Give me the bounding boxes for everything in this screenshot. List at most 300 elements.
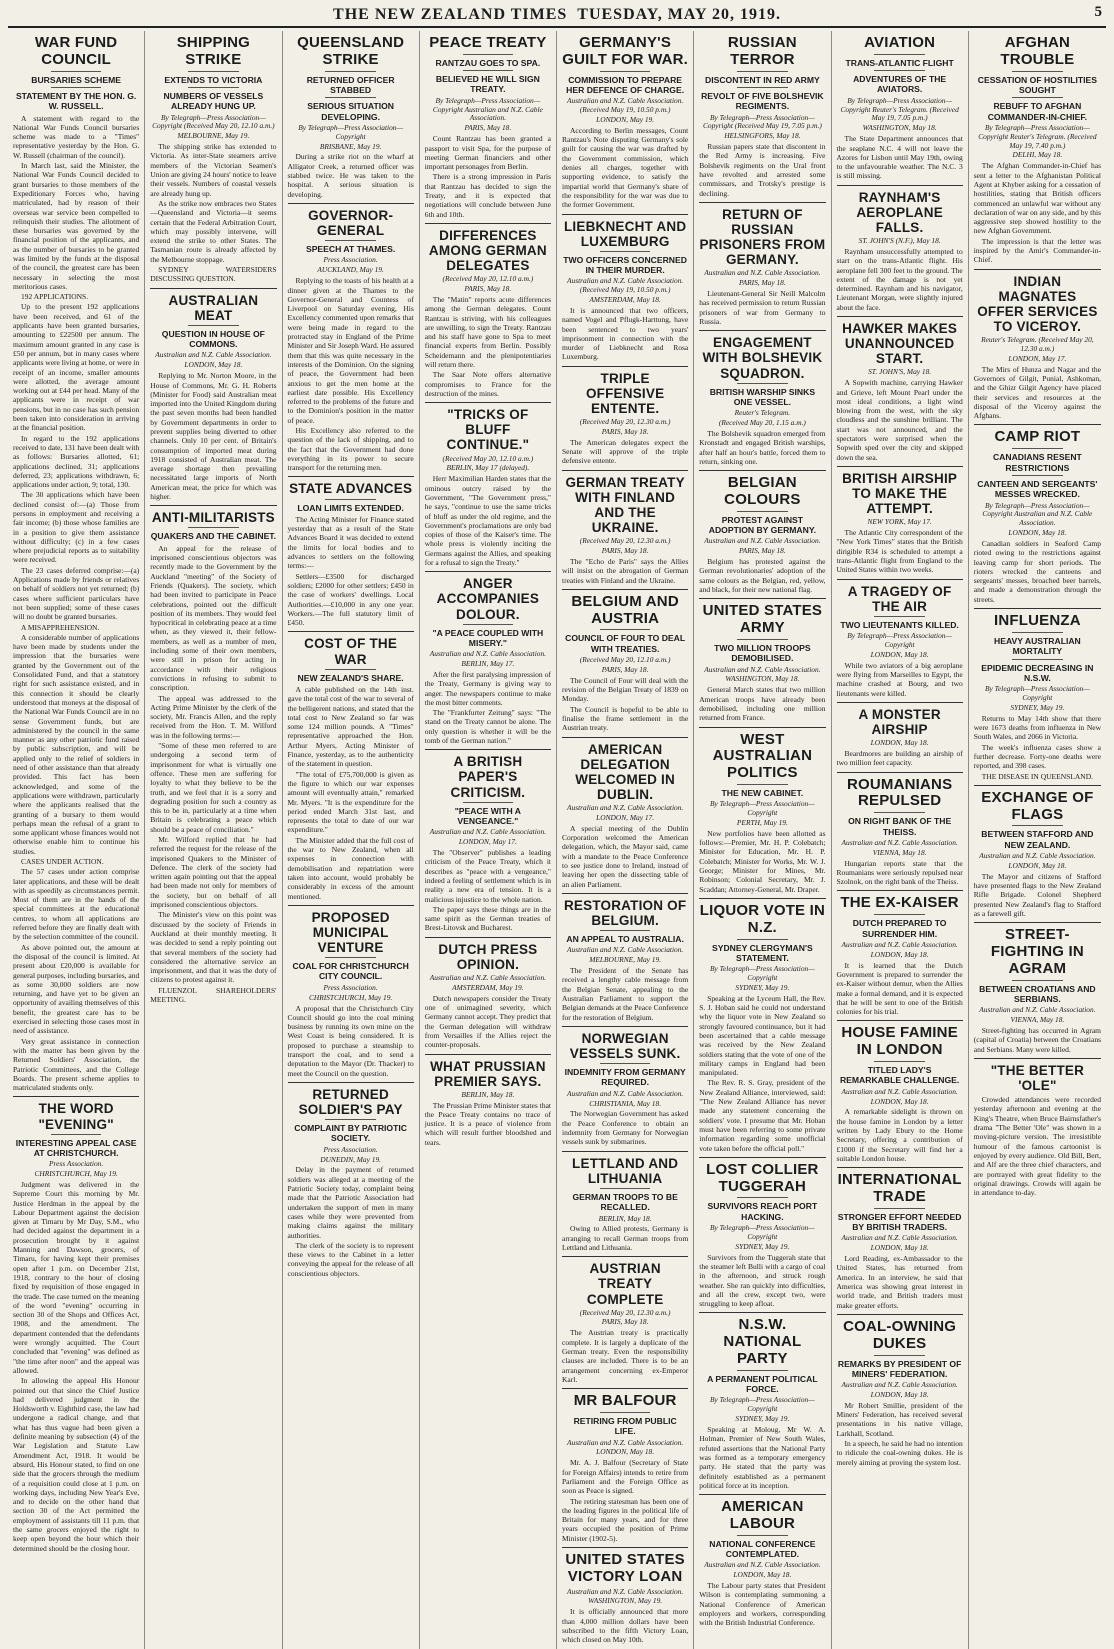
subhead-rule	[737, 939, 788, 940]
article-body	[562, 1607, 688, 1644]
article-subhead: BRITISH WARSHIP SINKS ONE VESSEL.	[709, 386, 816, 407]
article-subhead: RETIRING FROM PUBLIC LIFE.	[573, 1415, 677, 1437]
article-paragraph: A statement with regard to the National War Funds Council bursaries scheme was made to a "Times" representative yesterday by the Hon. G. W. Russell (chairman of the council).	[13, 113, 140, 160]
article-body	[699, 685, 825, 722]
article-byline: Australian and N.Z. Cable Association.	[841, 939, 958, 949]
article-paragraph: The impression is that the letter was inspired by the Amir's Commander-in-Chief.	[973, 236, 1101, 265]
article-headline: LETTLAND AND LITHUANIA	[572, 1155, 679, 1186]
article-byline: By Telegraph—Press Association—Copyright	[984, 684, 1090, 702]
article-headline: WAR FUND COUNCIL	[34, 34, 118, 68]
article	[562, 35, 688, 210]
article-divider	[699, 202, 825, 203]
article-divider	[288, 476, 414, 477]
article-dateline: LONDON, May 18.	[870, 738, 929, 748]
article-headline: UNITED STATES VICTORY LOAN	[565, 1550, 685, 1585]
article-dateline: SYDNEY, May 19.	[735, 982, 790, 992]
article-headline: BRITISH AIRSHIP TO MAKE THE ATTEMPT.	[842, 470, 958, 517]
article-paragraph: After the first paralysing impression of the Treaty, Germany is giving way to anger. The newspapers continue to make the most bitter comments.	[424, 670, 551, 707]
article-byline: Australian and N.Z. Cable Association.	[429, 649, 547, 659]
article-paragraph: FLUENZOL SHAREHOLDERS' MEETING.	[150, 985, 277, 1005]
article-dateline: BERLIN, May 17 (delayed).	[446, 463, 530, 473]
subhead-rule	[874, 70, 925, 71]
article-byline: Australian and N.Z. Cable Association.	[841, 1233, 958, 1243]
article-headline: LIQUOR VOTE IN N.Z.	[699, 901, 826, 936]
article-paragraph: It is officially announced that more than 4,000 million dollars have been subscribed to the fifth Victory Loan, which closed on May 10th.	[562, 1607, 689, 1645]
subhead-rule	[325, 97, 376, 98]
article-dateline: LONDON, May 19.	[596, 114, 655, 124]
article-paragraph: Crowded attendances were recorded yesterday afternoon and evening at the King's Theatre, when Bruce Bairnsfather's drama "The Better 'Ole" was shown in a moving-picture version. The irresistible humour of the famous cartoonist is enjoyed by every audience. Old Bill, Bert, and Alf are the three chief characters, and are portrayed with great fidelity to the original drawings. Crowds will again be in attendance to-day.	[973, 1095, 1101, 1198]
article-headline: STREET-FIGHTING IN AGRAM	[990, 926, 1084, 977]
page-number: 5	[1094, 4, 1102, 20]
article-body	[288, 685, 414, 901]
subhead-rule	[463, 802, 514, 803]
article-subhead: TRANS-ATLANTIC FLIGHT	[845, 57, 954, 68]
article-paragraph: The Prussian Prime Minister states that the Peace Treaty contains no trace of justice. It is a peace of violence from which will result further bloodshed and tears.	[424, 1100, 551, 1147]
article-body	[562, 676, 688, 733]
article-divider	[562, 737, 688, 738]
article-divider	[974, 922, 1101, 923]
article-divider	[837, 772, 963, 773]
article-dateline: PERTH, May 19.	[736, 817, 788, 827]
article-paragraph: Lieutenant-General Sir Neill Malcolm has received permission to return Russian prisoners of war from Germany to Russia.	[699, 289, 826, 327]
article-body	[974, 539, 1101, 604]
columns	[8, 31, 1106, 1645]
article-body	[837, 378, 963, 462]
article	[562, 1388, 688, 1543]
article-byline: Australian and N.Z. Cable Association.	[704, 664, 821, 674]
article-divider	[150, 288, 276, 289]
article-dateline: PARIS, May 18.	[601, 546, 649, 556]
subhead-rule	[874, 1355, 925, 1356]
article-byline: By Telegraph—Press Association—Copyright Australian and N.Z. Cable Association.	[982, 500, 1093, 528]
article-dateline: PARIS, May 18.	[464, 284, 512, 294]
article-dateline: LONDON, May 17.	[596, 812, 655, 822]
article-paragraph: It is announced that two officers, named Vogel and Pflugk-Harttung, have been sentenced to two years' imprisonment in connection with the murder of Liebknecht and Rosa Luxemburg.	[562, 305, 689, 362]
article-byline: By Telegraph—Press Association—Copyright	[847, 631, 953, 649]
article	[699, 202, 825, 326]
article-dateline: PARIS, May 18.	[601, 1317, 649, 1327]
article	[974, 424, 1101, 604]
article-paragraph: The Mirs of Hunza and Nagar and the Governors of Gilgit, Punial, Ashkoman, and the Ghizr Gilgit Agency have placed their services and resources at the disposal of the Viceroy against the Afghans.	[973, 364, 1101, 421]
subhead-rule	[51, 71, 102, 72]
article	[837, 466, 963, 575]
article-byline: (Received May 20, 12.10 a.m.)	[579, 655, 671, 665]
article-divider	[699, 1494, 825, 1495]
article-body	[425, 670, 551, 745]
column-7	[832, 31, 969, 1649]
subhead-rule	[1012, 825, 1063, 826]
article-body	[288, 1004, 414, 1078]
subhead-rule	[463, 70, 514, 71]
article-byline: Australian and N.Z. Cable Association.	[841, 837, 958, 847]
article-byline: Australian and N.Z. Cable Association.	[979, 1005, 1096, 1015]
article-byline: Australian and N.Z. Cable Association.	[841, 1086, 958, 1096]
article	[288, 476, 414, 627]
article-divider	[837, 316, 963, 317]
subhead-rule	[737, 1535, 788, 1536]
article-headline: HOUSE FAMINE IN LONDON	[841, 1024, 958, 1059]
article-divider	[13, 1096, 139, 1097]
article-paragraph: As the strike now embraces two States—Queensland and Victoria—it seems certain that the Federal Arbitration Court, which may possibly intervene, will extend the strike to other States. The Tasmanian route is already affected by the Melbourne stoppage.	[150, 198, 277, 264]
article	[837, 1167, 963, 1310]
article-byline: Australian and N.Z. Cable Association.	[704, 268, 821, 278]
article-paragraph: The 30 applications which have been declined consist of:—(a) Those from persons in employment and receiving a fair income; (b) those whose families are in a position to give them assistance without difficulty; (c) in a few cases where prejudicial reports as to suitability were received.	[13, 490, 140, 565]
article	[837, 702, 963, 768]
article-subhead: BELIEVED HE WILL SIGN TREATY.	[435, 74, 540, 95]
article	[562, 893, 688, 1022]
article-byline: (Received May 20, 12.30 a.m.)	[579, 417, 671, 427]
article-divider	[699, 330, 825, 331]
subhead-rule	[600, 1412, 651, 1413]
masthead-date: TUESDAY, MAY 20, 1919.	[577, 6, 781, 23]
article-body	[288, 152, 414, 198]
article	[699, 898, 825, 1153]
article-headline: GERMAN TREATY WITH FINLAND AND THE UKRAINE.	[565, 474, 685, 536]
article-headline: UNITED STATES ARMY	[702, 602, 823, 637]
article-dateline: CHRISTCHURCH, May 19.	[34, 1169, 118, 1179]
article-paragraph: The State Department announces that the seaplane N.C. 4 will not leave the Azores for Lisbon until May 19th, owing to the unfavourable weather. The N.C. 3 is still missing.	[836, 134, 963, 181]
article-paragraph: The Norwegian Government has asked the Peace Conference to obtain an indemnity from Germany for Norwegian vessels sunk by submarines.	[562, 1109, 689, 1147]
article-body	[974, 365, 1101, 421]
article-subhead: STATEMENT BY THE HON. G. W. RUSSELL.	[15, 90, 137, 112]
article-headline: ENGAGEMENT WITH BOLSHEVIK SQUADRON.	[702, 335, 823, 381]
article-headline: INFLUENZA	[993, 612, 1081, 630]
article-divider	[288, 631, 414, 632]
article-paragraph: An appeal for the release of imprisoned conscientious objectors was recently made to the Government by the Auckland "meeting" of the Society of Friends (Quakers). The society, which had been invited to participate in Peace celebrations, pointed out the difficult position of its members. They would feel hypocritical in celebrating peace at a time when, as they viewed it, their fellow-members, as well as a number of men, including some of their own members, were still in prison for acting in accordance with their religious convictions in refusing to submit to conscription.	[150, 543, 277, 693]
article-headline: GERMANY'S GUILT FOR WAR.	[562, 34, 689, 68]
article-headline: THE WORD "EVENING"	[38, 1101, 114, 1132]
article	[699, 598, 825, 722]
article	[150, 505, 276, 1004]
article-paragraph: The Council of Four will deal with the revision of the Belgian Treaty of 1839 on Monday.	[562, 675, 689, 704]
article-paragraph: As above pointed out, the amount at the disposal of the council is limited. At present about £20,000 is available for general purposes, including bursaries, and as some 30,000 soldiers are now returning, and have yet to be given an opportunity of availing themselves of this benefit, the greatest care has to be exercised in selecting those cases most in need of assistance.	[13, 942, 140, 1036]
subhead-rule	[325, 1119, 376, 1120]
article-body	[288, 1165, 414, 1278]
article-headline: AUSTRIAN TREATY COMPLETE	[586, 1261, 664, 1307]
article-body	[425, 848, 551, 933]
article-headline: PEACE TREATY	[429, 34, 547, 51]
article-paragraph: The Labour party states that President Wilson is contemplating summoning a National Conference of American employers and workers, corresponding with the British Industrial Conference.	[699, 1581, 826, 1628]
subhead-rule	[463, 624, 514, 625]
article	[288, 631, 414, 900]
article-dateline: LONDON, May 18.	[596, 1447, 655, 1457]
article-headline: HAWKER MAKES UNANNOUNCED START.	[842, 321, 958, 367]
article-dateline: LONDON, May 18.	[870, 1243, 929, 1253]
subhead-rule	[1012, 97, 1063, 98]
article-headline: ROUMANIANS REPULSED	[846, 775, 953, 810]
article	[974, 922, 1101, 1054]
article-paragraph: In allowing the appeal His Honour pointed out that since the Chief Justice had delivered judgment in the Holdsworth v. Eighthird case, the law had undergone a radical change, and that what has thus vague had been given a definite meaning by subsection (4) of the War Legislation and Statute Law Amendment Act, 1918. It would be absurd, His Honour stated, to find on one side that the grocers through the medium of a requisition could close at 1 p.m. on working days, including New Year's Eve, and to decide on the other hand that section 30 of the Act permitted the employment of assistants till 11 p.m. that the same grocers enjoyed the right to keep open beyond the hour which their determined should be the closing hour.	[13, 1376, 140, 1553]
article-headline: SHIPPING STRIKE	[176, 34, 251, 68]
subhead-rule	[325, 71, 376, 72]
article-divider	[562, 470, 688, 471]
article-paragraph: Belgium has protested against the German revolutionaries' adoption of the same colours as the Belgian, red, yellow, and black, for their new national flag.	[699, 557, 826, 595]
article-byline: (Received May 20, 12.30 a.m.)	[579, 536, 671, 546]
article-paragraph: A cable published on the 14th inst. gave the total cost of the war to several of the belligerent nations, and stated that the total cost to New Zealand so far was some 124 million pounds. A "Times" representative approached the Hon. Arthur Myers, Acting Minister of Finance, yesterday, as to the authenticity of the statement in question.	[287, 684, 414, 769]
column-3	[283, 31, 420, 1649]
article-byline: By Telegraph—Press Association—Copyright Reuter's Telegram. (Received May 19, 7.40 p.m.)	[978, 122, 1097, 150]
article	[974, 35, 1101, 265]
article-paragraph: Delay in the payment of returned soldiers was alleged at a meeting of the Patriotic Society today, complaint being made that the Patriotic Association had undertaken the support of men in many cases while they were prevented from making claims against the military authorities.	[287, 1165, 414, 1240]
article-subhead: ON RIGHT BANK OF THE THEISS.	[848, 816, 952, 837]
article	[288, 203, 414, 473]
article-subhead: PROTEST AGAINST ADOPTION BY GERMANY.	[708, 514, 817, 536]
article-dateline: NEW YORK, May 17.	[867, 517, 932, 527]
article-byline: Australian and N.Z. Cable Association.	[155, 350, 272, 360]
article-body	[562, 1458, 688, 1543]
article-paragraph: THE DISEASE IN QUEENSLAND.	[981, 771, 1093, 781]
article-dateline: VIENNA, May 18.	[872, 847, 927, 857]
article-byline: By Telegraph—Press Association—Copyright	[298, 122, 404, 141]
article	[699, 1312, 825, 1490]
subhead-rule	[1012, 448, 1063, 449]
article-divider	[562, 1388, 688, 1389]
article-paragraph: The appeal was addressed to the Acting Prime Minister by the clerk of the society, Mr. Francis Allen, and the reply received from the Hon. T. M. Wilford was in the following terms:—	[150, 693, 277, 740]
article-divider	[699, 1312, 825, 1313]
article-headline: AMERICAN LABOUR	[721, 1498, 804, 1532]
article-paragraph: The Minister added that the full cost of the war to New Zealand, when all expenses in connection with demobilisation and repatriation were taken into account, would probably be considerably in excess of the amount mentioned.	[287, 835, 414, 901]
article-divider	[562, 893, 688, 894]
article-body	[288, 515, 414, 628]
subhead-rule	[1012, 632, 1063, 633]
article-byline: By Telegraph—Press Association—Copyright	[709, 964, 815, 983]
article-headline: AFGHAN TROUBLE	[1000, 34, 1075, 68]
article	[288, 1082, 414, 1278]
article-byline: Australian and N.Z. Cable Association.	[979, 851, 1096, 861]
article-paragraph: The "Matin" reports acute differences among the German delegates. Count Rantzau is striving, with his colleagues are unwilling, to sign the Treaty. Rantzau and his staff have gone to Spa to meet financial experts from Berlin. Possibly Scheidemann and the plenipotentiaries will return there.	[424, 294, 551, 370]
article-subhead: HEAVY AUSTRALIAN MORTALITY	[994, 635, 1081, 657]
article-divider	[699, 898, 825, 899]
article-body	[699, 1581, 825, 1627]
article-byline: By Telegraph—Press Association—Copyright (Received May 20, 12.10 a.m.)	[152, 112, 275, 131]
article-paragraph: "Some of these men referred to are undergoing a second term of imprisonment for what is virtually one offence. These men are suffering for loyalty to what they believe to be the truth, and we feel that it is a sorry and degrading position for such a country as this to be in, particularly at a time when Britain is celebrating a peace which should be a peace of conciliation."	[150, 741, 277, 834]
article	[837, 316, 963, 462]
article-dateline: AMSTERDAM, May 18.	[589, 295, 661, 305]
article-paragraph: Mr. Wilford replied that he had referred the request for the release of the imprisoned Quakers to the Minister of Defence. The clerk of the society had written again pointing out that the appeal had been made not only for members of the society, but on behalf of all imprisoned conscientious objectors.	[150, 834, 277, 910]
article-headline: NORWEGIAN VESSELS SUNK.	[569, 1030, 681, 1061]
subhead-rule	[1012, 980, 1063, 981]
article-body	[837, 749, 963, 768]
article-divider	[699, 727, 825, 728]
article-body	[699, 994, 825, 1153]
article-dateline: LONDON, May 18.	[733, 1570, 792, 1580]
article-paragraph: Speaking at Moloug, Mr W. A. Holman, Premier of New South Wales, refuted assertions that the National Party was formed as a temporary emergency party. He stated that the party was definitely established as a permanent political force at its inception.	[699, 1425, 826, 1490]
article-subhead: COAL FOR CHRISTCHURCH CITY COUNCIL.	[292, 961, 409, 982]
article	[699, 1494, 825, 1627]
article-dateline: DUNEDIN, May 19.	[320, 1154, 381, 1164]
article-byline: By Telegraph—Press Association—Copyright	[709, 799, 815, 818]
article-divider	[699, 598, 825, 599]
article-subhead: REBUFF TO AFGHAN COMMANDER-IN-CHIEF.	[987, 101, 1088, 122]
article-byline: Australian and N.Z. Cable Association.	[429, 827, 547, 837]
article-divider	[837, 890, 963, 891]
article-subhead: NATIONAL CONFERENCE CONTEMPLATED.	[709, 1538, 816, 1560]
article-dateline: DELHI, May 18.	[1012, 150, 1063, 160]
article-headline: AMERICAN DELEGATION WELCOMED IN DUBLIN.	[575, 741, 675, 802]
article-divider	[837, 702, 963, 703]
article	[425, 223, 551, 398]
article	[974, 269, 1101, 421]
article-dateline: BERLIN, May 18.	[598, 1213, 652, 1223]
article-divider	[837, 1167, 963, 1168]
article	[699, 727, 825, 894]
article-headline: A BRITISH PAPER'S CRITICISM.	[450, 754, 526, 800]
article-paragraph: 192 APPLICATIONS.	[21, 292, 89, 302]
article-byline: Australian and N.Z. Cable Association. (Received May 19, 10.50 p.m.)	[566, 276, 684, 295]
article-divider	[288, 1082, 414, 1083]
article-divider	[425, 402, 551, 403]
article-paragraph: Returns to May 14th show that there were 1673 deaths from influenza in New South Wales, and 2066 in Victoria.	[973, 713, 1101, 742]
article-divider	[562, 1026, 688, 1027]
article-divider	[837, 579, 963, 580]
article-body	[837, 961, 963, 1017]
subhead-rule	[325, 957, 376, 958]
article-byline: Reuter's Telegram. (Received May 20, 12.30 a.m.)	[981, 335, 1094, 353]
article-headline: RUSSIAN TERROR	[727, 34, 797, 68]
subhead-rule	[874, 1208, 925, 1209]
article-divider	[288, 905, 414, 906]
article-paragraph: A proposal that the Christchurch City Council should go into the coal mining business by running its own mine on the West Coast is being considered. It is proposed to purchase a steamship to transport the coal, and to send a deputation to the Mayor (Dr. Thacker) to meet the Council on the question.	[287, 1003, 414, 1078]
article-byline: Australian and N.Z. Cable Association.	[566, 1088, 684, 1098]
subhead-rule	[737, 639, 788, 640]
article-paragraph: The clerk of the society is to represent these views to the Cabinet in a letter conveying the appeal for the release of all conscientious objectors.	[287, 1240, 414, 1278]
article-paragraph: The Council is hopeful to be able to finalise the frame settlement in the Austrian treaty.	[562, 704, 689, 733]
article-body	[562, 126, 688, 210]
article-paragraph: CASES UNDER ACTION.	[21, 856, 104, 866]
article-subhead: DISCONTENT IN RED ARMY	[705, 74, 820, 85]
article-subhead: AN APPEAL TO AUSTRALIA.	[566, 934, 684, 945]
article-body	[699, 429, 825, 466]
subhead-rule	[874, 54, 925, 55]
subhead-rule	[874, 812, 925, 813]
article	[837, 1020, 963, 1163]
article-subhead: SPEECH AT THAMES.	[305, 244, 396, 255]
article-headline: A TRAGEDY OF THE AIR	[847, 583, 952, 614]
subhead-rule	[325, 669, 376, 670]
column-6	[694, 31, 831, 1649]
article-subhead: CANADIANS RESENT RESTRICTIONS	[992, 452, 1082, 473]
subhead-rule	[737, 1197, 788, 1198]
article	[425, 937, 551, 1050]
article-body	[425, 295, 551, 398]
article-dateline: BERLIN, May 17.	[461, 659, 515, 669]
article-subhead: INDEMNITY FROM GERMANY REQUIRED.	[564, 1067, 686, 1088]
subhead-rule	[737, 784, 788, 785]
article	[425, 571, 551, 745]
article	[837, 185, 963, 312]
article-dateline: AUCKLAND, May 19.	[317, 265, 384, 275]
article-divider	[837, 185, 963, 186]
article-paragraph: Dutch newspapers consider the Treaty one of unimagined severity, which Germany cannot accept. They predict that the German delegation will withdraw from Versailles if the Allies reject the counter-proposals.	[424, 993, 551, 1050]
article-body	[837, 661, 963, 698]
article-subhead: GERMAN TROOPS TO BE RECALLED.	[572, 1191, 678, 1213]
article-headline: TRIPLE OFFENSIVE ENTENTE.	[585, 370, 665, 416]
article-paragraph: Count Rantzau has been granted a passport to visit Spa, for the purpose of meeting German financiers and other important personages from Berlin.	[424, 134, 551, 172]
article-paragraph: In March last, said the Minister, the National War Funds Council decided to grant bursaries to those members of the Expeditionary Forces who, having matriculated, had by reason of their overseas war service been compelled to relinquish their studies. The allotment of these bursaries was governed by the financial position of the applicants, and as the number of bursaries to be granted was limited by the funds at the disposal of the council, the greatest care has been necessary in selecting the most meritorious cases.	[13, 161, 140, 291]
article-headline: DIFFERENCES AMONG GERMAN DELEGATES	[428, 227, 547, 274]
article-headline: "THE BETTER 'OLE"	[990, 1062, 1085, 1094]
subhead-rule	[737, 71, 788, 72]
article-byline: Australian and N.Z. Cable Association.	[566, 803, 684, 812]
article	[837, 579, 963, 698]
article-headline: AUSTRALIAN MEAT	[168, 292, 259, 323]
article-body	[837, 134, 963, 180]
article-headline: INDIAN MAGNATES OFFER SERVICES TO VICEROY.	[977, 273, 1098, 334]
column-5	[557, 31, 694, 1649]
article-subhead: SERIOUS SITUATION DEVELOPING.	[307, 101, 394, 122]
article-body	[837, 1107, 963, 1163]
article-byline: Reuter's Telegram.	[734, 408, 791, 418]
article-headline: AVIATION	[864, 34, 936, 51]
article-paragraph: A Sopwith machine, carrying Hawker and Grieve, left Mount Pearl under the most ideal conditions, a light wind blowing from the west, with the sky cloudless and the sunshine brilliant. The start was not announced, and the spectators were surprised when the Sopwith sped over the city and skipped down the sea.	[836, 378, 963, 462]
article	[288, 35, 414, 199]
article	[837, 1314, 963, 1467]
subhead-rule	[325, 240, 376, 241]
article-body	[562, 306, 688, 362]
article-byline: By Telegraph—Press Association—Copyright	[709, 1395, 815, 1414]
article-headline: "TRICKS OF BLUFF CONTINUE."	[446, 407, 530, 453]
article-byline: (Received May 20, 12.30 a.m.)	[579, 1307, 671, 1317]
article-dateline: VIENNA, May 18.	[1010, 1015, 1065, 1025]
article-paragraph: During a strike riot on the wharf at Alligator Creek, a returned officer was stabbed twice. He was taken to the hospital. A serious situation is developing.	[287, 152, 414, 199]
subhead-rule	[1012, 659, 1063, 660]
article-subhead: "A PEACE COUPLED WITH MISERY."	[432, 627, 544, 648]
article-body	[562, 1109, 688, 1146]
article-dateline: MELBOURNE, May 19.	[589, 955, 662, 965]
article-dateline: (Received May 20, 1.15 a.m.)	[718, 418, 806, 428]
article-dateline: LONDON, May 18.	[184, 360, 243, 370]
article-subhead: "PEACE WITH A VENGEANCE."	[454, 805, 522, 827]
article-dateline: WASHINGTON, May 19.	[588, 1596, 663, 1606]
article-body	[974, 872, 1101, 918]
article-paragraph: The Saar Note offers alternative compromises to France for the destruction of the mines.	[424, 370, 551, 398]
article-subhead: BURSARIES SCHEME	[31, 74, 122, 85]
article-paragraph: Canadian soldiers in Seaford Camp rioted owing to the restrictions against leaving camp for short periods. The rioters wrecked the canteens and sergeants' messes, broached beer barrels, and made a demonstration through the streets.	[973, 539, 1101, 604]
article-divider	[562, 214, 688, 215]
subhead-rule	[1012, 475, 1063, 476]
article-byline: Australian and N.Z. Cable Association.	[429, 972, 547, 982]
article-body	[974, 1026, 1101, 1054]
article-dateline: BERLIN, May 18.	[461, 1089, 515, 1099]
article-divider	[699, 1157, 825, 1158]
article	[974, 785, 1101, 918]
article-paragraph: SYDNEY WATERSIDERS DISCUSSING QUESTION.	[150, 265, 277, 284]
article-headline: DUTCH PRESS OPINION.	[438, 941, 538, 972]
article-body	[425, 134, 551, 219]
article-subhead: COMPLAINT BY PATRIOTIC SOCIETY.	[294, 1123, 407, 1144]
article-subhead: A PERMANENT POLITICAL FORCE.	[707, 1373, 818, 1395]
article-body	[150, 544, 276, 1005]
article-dateline: PARIS, May 18.	[601, 664, 649, 674]
article-subhead: CANTEEN AND SERGEANTS' MESSES WRECKED.	[977, 478, 1098, 500]
article-divider	[699, 470, 825, 471]
article	[150, 288, 276, 502]
column-2	[145, 31, 282, 1649]
article-divider	[288, 203, 414, 204]
article-body	[562, 966, 688, 1022]
article-byline: Press Association.	[49, 1159, 104, 1169]
article-subhead: INTERESTING APPEAL CASE AT CHRISTCHURCH.	[15, 1137, 137, 1158]
article-divider	[425, 223, 551, 224]
article-divider	[974, 1058, 1101, 1059]
article-subhead: TWO OFFICERS CONCERNED IN THEIR MURDER.	[563, 254, 687, 276]
subhead-rule	[188, 87, 239, 88]
article-subhead: RETURNED OFFICER STABBED	[306, 74, 395, 95]
article-byline: (Received May 20, 12.10 a.m.)	[442, 274, 534, 284]
subhead-rule	[737, 383, 788, 384]
article	[288, 905, 414, 1078]
article-headline: INTERNATIONAL TRADE	[837, 1171, 962, 1205]
